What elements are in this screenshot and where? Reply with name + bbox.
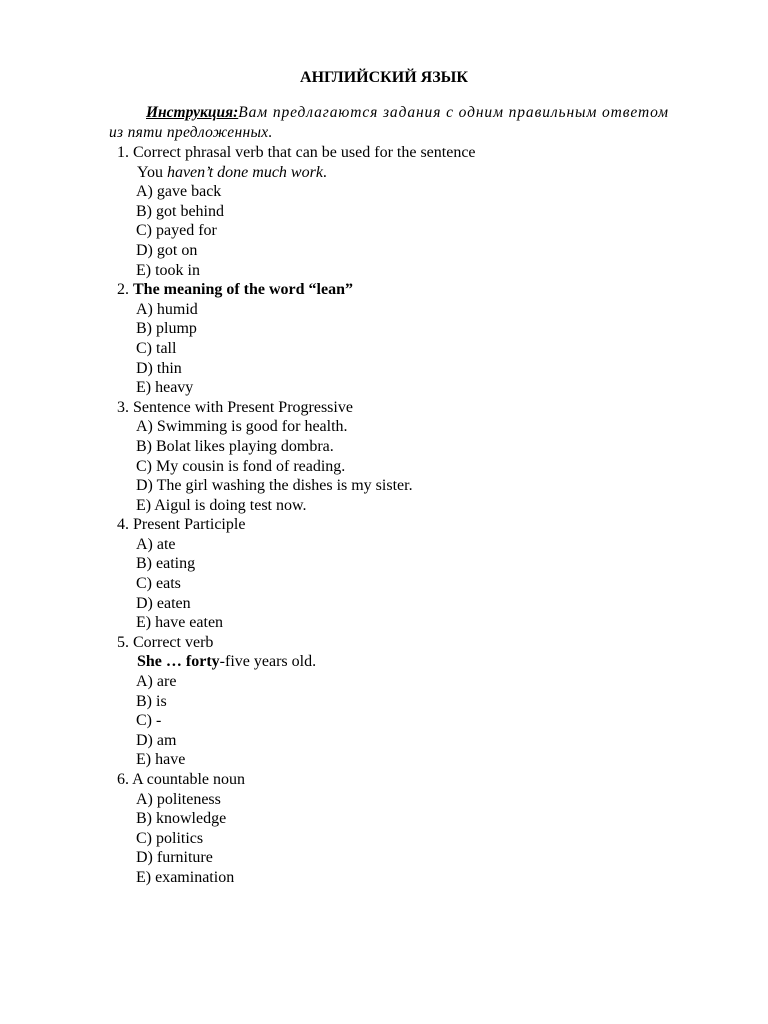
question-1-option-b: B) got behind bbox=[136, 202, 224, 220]
question-2-option-b: B) plump bbox=[136, 320, 197, 338]
question-4-number: 4. bbox=[117, 516, 129, 534]
question-1-option-d: D) got on bbox=[136, 241, 198, 259]
instruction-line-1 bbox=[109, 103, 713, 123]
question-list bbox=[0, 143, 768, 888]
question-2-prompt: The meaning of the word “lean” bbox=[133, 281, 353, 299]
question-5-option-d: D) am bbox=[136, 731, 177, 749]
question-2-option-a: A) humid bbox=[136, 300, 198, 318]
question-5-stem-bold: She … forty bbox=[137, 653, 220, 671]
question-1-option-c: C) payed for bbox=[136, 222, 217, 240]
question-4-option-b: B) eating bbox=[136, 555, 196, 573]
question-1-prompt: Correct phrasal verb that can be used for the sentence bbox=[133, 144, 476, 161]
question-1-option-a: A) gave back bbox=[136, 183, 222, 201]
question-6-option-e: E) examination bbox=[136, 868, 235, 886]
question-2-option-e: E) heavy bbox=[136, 379, 194, 397]
question-3-number: 3. bbox=[117, 398, 129, 416]
question-3-option-b: B) Bolat likes playing dombra. bbox=[136, 437, 334, 455]
instruction-paragraph bbox=[109, 103, 713, 143]
instruction-text-1: Вам предлагаются задания с одним правильным ответом bbox=[238, 104, 669, 121]
question-4 bbox=[0, 515, 768, 633]
question-5-prompt: Correct verb bbox=[133, 633, 214, 651]
question-6-number: 6. bbox=[117, 771, 129, 788]
question-6-option-d: D) furniture bbox=[136, 849, 213, 867]
question-5-stem bbox=[0, 652, 768, 672]
question-3-option-d: D) The girl washing the dishes is my sister. bbox=[136, 477, 413, 495]
question-3-option-c: C) My cousin is fond of reading. bbox=[136, 457, 346, 475]
question-1 bbox=[0, 143, 768, 280]
instruction-line-2: из пяти предложенных. bbox=[109, 124, 273, 141]
question-3-prompt: Sentence with Present Progressive bbox=[133, 398, 353, 416]
question-4-option-a: A) ate bbox=[136, 535, 176, 553]
question-6-option-a: A) politeness bbox=[136, 790, 221, 808]
page-title: АНГЛИЙСКИЙ ЯЗЫК bbox=[300, 69, 468, 86]
question-4-prompt: Present Participle bbox=[133, 516, 246, 534]
question-2-option-c: C) tall bbox=[136, 339, 177, 357]
question-5-option-a: A) are bbox=[136, 673, 177, 691]
question-2-header bbox=[0, 280, 768, 300]
instruction-label: Инструкция: bbox=[146, 104, 239, 121]
question-1-stem-italic: haven’t done much work bbox=[166, 163, 323, 181]
question-5-number: 5. bbox=[117, 633, 129, 651]
question-3-header bbox=[0, 398, 768, 418]
question-3-option-e: E) Aigul is doing test now. bbox=[136, 496, 307, 514]
question-1-number: 1. bbox=[117, 144, 129, 161]
question-2-option-d: D) thin bbox=[136, 359, 182, 377]
question-5 bbox=[0, 633, 768, 770]
question-2-number: 2. bbox=[117, 281, 129, 299]
question-4-option-e: E) have eaten bbox=[136, 614, 224, 632]
question-5-header bbox=[0, 633, 768, 653]
question-5-stem-rest: -five years old. bbox=[219, 653, 317, 671]
question-6-option-c: C) politics bbox=[136, 829, 204, 847]
question-5-option-e: E) have bbox=[136, 751, 186, 769]
question-6-prompt: A countable noun bbox=[132, 771, 245, 788]
question-1-stem bbox=[0, 163, 768, 183]
question-1-header bbox=[0, 143, 768, 163]
question-2 bbox=[0, 280, 768, 398]
question-1-stem-start: You bbox=[137, 163, 167, 181]
question-4-option-c: C) eats bbox=[136, 575, 181, 593]
question-3-option-a: A) Swimming is good for health. bbox=[136, 418, 348, 436]
question-5-option-c: C) - bbox=[136, 712, 162, 730]
question-4-header bbox=[0, 515, 768, 535]
question-4-option-d: D) eaten bbox=[136, 594, 191, 612]
question-6-option-b: B) knowledge bbox=[136, 810, 227, 828]
question-1-stem-end: . bbox=[322, 163, 327, 181]
question-5-option-b: B) is bbox=[136, 692, 167, 710]
question-6 bbox=[0, 770, 768, 888]
question-1-option-e: E) took in bbox=[136, 261, 200, 279]
question-3 bbox=[0, 398, 768, 516]
question-6-header bbox=[0, 770, 768, 790]
